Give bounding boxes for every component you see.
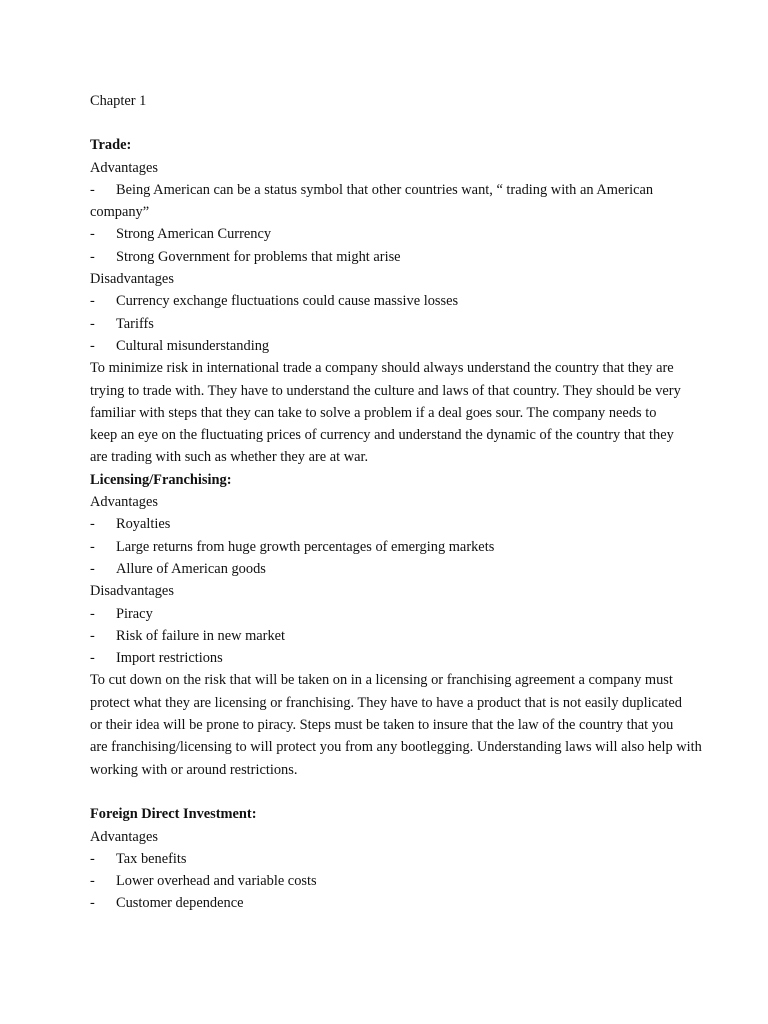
- bullet-text-continued: company”: [90, 204, 150, 221]
- trade-advantage-item-1: [90, 223, 732, 245]
- fdi-advantages-label: Advantages: [90, 828, 158, 845]
- bullet-text: Royalties: [116, 516, 171, 533]
- bullet-text: Customer dependence: [116, 895, 244, 912]
- trade-paragraph: [90, 357, 732, 468]
- bullet-text: Large returns from huge growth percentages of emerging markets: [116, 538, 495, 555]
- paragraph-line: are trading with such as whether they are at war.: [90, 449, 369, 466]
- bullet-text: Import restrictions: [116, 650, 223, 667]
- fdi-advantage-item-2: [90, 892, 732, 914]
- paragraph-line: are franchising/licensing to will protect you from any bootlegging. Understanding laws will also help with: [90, 739, 702, 756]
- chapter-title: Chapter 1: [90, 93, 147, 109]
- paragraph-line: working with or around restrictions.: [90, 761, 298, 778]
- licensing-disadvantage-item-0: [90, 603, 732, 625]
- paragraph-line: protect what they are licensing or franchising. They have to have a product that is not easily duplicated: [90, 694, 682, 711]
- bullet-dash: -: [90, 538, 95, 555]
- bullet-dash: -: [90, 248, 95, 265]
- paragraph-line: familiar with steps that they can take to solve a problem if a deal goes sour. The company needs to: [90, 404, 657, 421]
- bullet-dash: -: [90, 873, 95, 890]
- trade-advantage-item-2: [90, 246, 732, 268]
- licensing-paragraph: [90, 669, 732, 780]
- bullet-text: Strong American Currency: [116, 226, 272, 243]
- bullet-text: Being American can be a status symbol that other countries want, “ trading with an American: [116, 181, 654, 198]
- bullet-dash: -: [90, 605, 95, 622]
- bullet-text: Risk of failure in new market: [116, 627, 286, 644]
- bullet-dash: -: [90, 850, 95, 867]
- fdi-advantage-item-0: [90, 848, 732, 870]
- paragraph-line: keep an eye on the fluctuating prices of currency and understand the dynamic of the country that they: [90, 427, 674, 444]
- bullet-text: Lower overhead and variable costs: [116, 873, 317, 890]
- fdi-advantage-item-1: [90, 870, 732, 892]
- bullet-dash: -: [90, 226, 95, 243]
- bullet-text: Allure of American goods: [116, 560, 266, 577]
- paragraph-line: To cut down on the risk that will be taken on in a licensing or franchising agreement a company must: [90, 672, 673, 689]
- licensing-advantage-item-0: [90, 513, 732, 535]
- bullet-dash: -: [90, 181, 95, 198]
- bullet-text: Tariffs: [116, 315, 154, 332]
- bullet-text: Cultural misunderstanding: [116, 337, 270, 354]
- licensing-disadvantages-label: Disadvantages: [90, 583, 174, 600]
- bullet-dash: -: [90, 315, 95, 332]
- trade-advantage-item-0: [90, 179, 732, 224]
- bullet-text: Piracy: [116, 605, 153, 622]
- section-heading-fdi: Foreign Direct Investment:: [90, 806, 257, 823]
- trade-disadvantage-item-2: [90, 335, 732, 357]
- trade-disadvantage-item-0: [90, 290, 732, 312]
- bullet-dash: -: [90, 650, 95, 667]
- paragraph-line: To minimize risk in international trade a company should always understand the country that they are: [90, 360, 674, 377]
- blank-line: [90, 781, 732, 803]
- trade-disadvantage-item-1: [90, 313, 732, 335]
- section-heading-licensing: Licensing/Franchising:: [90, 471, 232, 488]
- bullet-dash: -: [90, 627, 95, 644]
- paragraph-line: trying to trade with. They have to understand the culture and laws of that country. They should be very: [90, 382, 681, 399]
- bullet-dash: -: [90, 293, 95, 310]
- trade-advantages-label: Advantages: [90, 159, 158, 176]
- paragraph-line: or their idea will be prone to piracy. Steps must be taken to insure that the law of the country that you: [90, 717, 674, 734]
- licensing-disadvantage-item-2: [90, 647, 732, 669]
- section-heading-trade: Trade:: [90, 137, 132, 154]
- licensing-advantage-item-2: [90, 558, 732, 580]
- bullet-dash: -: [90, 895, 95, 912]
- bullet-text: Currency exchange fluctuations could cause massive losses: [116, 293, 459, 310]
- licensing-disadvantage-item-1: [90, 625, 732, 647]
- bullet-text: Strong Government for problems that might arise: [116, 248, 401, 265]
- bullet-dash: -: [90, 560, 95, 577]
- licensing-advantages-label: Advantages: [90, 494, 158, 511]
- bullet-dash: -: [90, 516, 95, 533]
- licensing-advantage-item-1: [90, 536, 732, 558]
- trade-disadvantages-label: Disadvantages: [90, 271, 174, 288]
- bullet-text: Tax benefits: [116, 850, 187, 867]
- bullet-dash: -: [90, 337, 95, 354]
